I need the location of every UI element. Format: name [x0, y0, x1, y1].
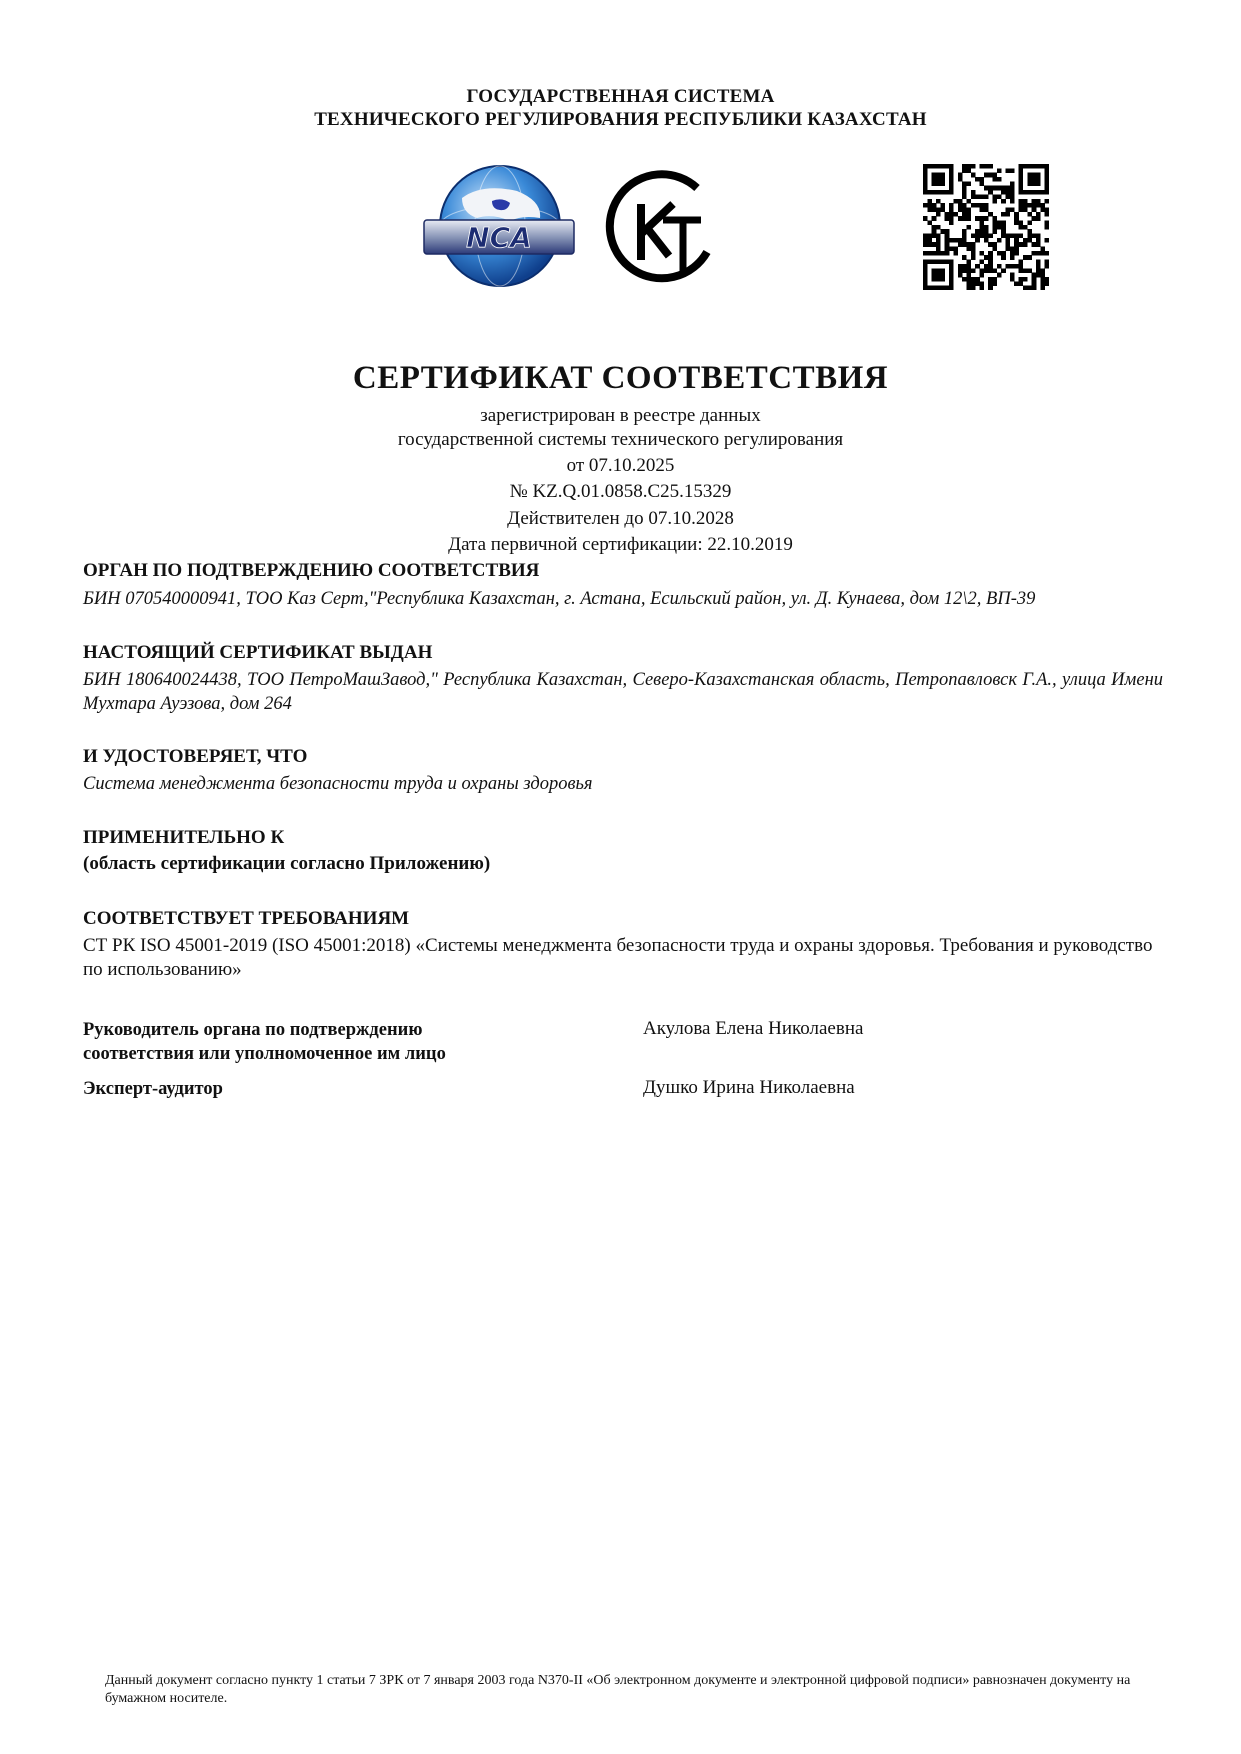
registry-date: от 07.10.2025 [566, 455, 675, 476]
head-of-body-label: Руководитель органа по подтверждению соответствия или уполномоченное им лицо [83, 1020, 446, 1064]
organ-text: БИН 070540000941, ТОО Каз Серт,"Республика Казахстан, г. Астана, Есильский район, ул. Д. Кунаева, дом 12\2, ВП-39 [83, 589, 1036, 609]
kt-conformity-mark-icon [603, 168, 715, 292]
certificate-number: № KZ.Q.01.0858.C25.15329 [509, 481, 732, 502]
nca-logo-text: NCA [466, 221, 532, 254]
registry-line-1: зарегистрирован в реестре данных [480, 405, 761, 426]
footer-note: Данный документ согласно пункту 1 статьи 7 ЗРК от 7 января 2003 года N370-II «Об электронном документе и электронной цифровой подписи» равнозначен документу на бумажном носителе. [105, 1673, 1131, 1706]
registry-line-2: государственной системы технического регулирования [397, 429, 844, 450]
qr-code-icon [923, 164, 1049, 290]
head-of-body-name: Акулова Елена Николаевна [643, 1018, 864, 1039]
issued-heading: НАСТОЯЩИЙ СЕРТИФИКАТ ВЫДАН [83, 642, 433, 663]
applies-heading: ПРИМЕНИТЕЛЬНО К [83, 827, 285, 848]
issued-text: БИН 180640024438, ТОО ПетроМашЗавод," Республика Казахстан, Северо-Казахстанская область, Петропавловск Г.А., улица Имени Мухтара Ауэзова, дом 264 [83, 670, 1163, 714]
valid-until: Действителен до 07.10.2028 [507, 508, 734, 529]
header-line-1: ГОСУДАРСТВЕННАЯ СИСТЕМА [466, 86, 775, 107]
complies-text: СТ РК ISO 45001-2019 (ISO 45001:2018) «Системы менеджмента безопасности труда и охраны здоровья. Требования и руководство по использованию» [83, 935, 1153, 980]
nca-globe-logo [422, 163, 576, 293]
certifies-heading: И УДОСТОВЕРЯЕТ, ЧТО [83, 746, 308, 767]
complies-heading: СООТВЕТСТВУЕТ ТРЕБОВАНИЯМ [83, 908, 410, 929]
first-certification-date: Дата первичной сертификации: 22.10.2019 [448, 534, 793, 555]
header-line-2: ТЕХНИЧЕСКОГО РЕГУЛИРОВАНИЯ РЕСПУБЛИКИ КАЗАХСТАН [314, 109, 927, 130]
applies-text: (область сертификации согласно Приложению) [83, 853, 491, 874]
certificate-title: СЕРТИФИКАТ СООТВЕТСТВИЯ [352, 360, 889, 396]
organ-heading: ОРГАН ПО ПОДТВЕРЖДЕНИЮ СООТВЕТСТВИЯ [83, 560, 540, 581]
auditor-name: Душко Ирина Николаевна [643, 1077, 855, 1098]
certifies-text: Система менеджмента безопасности труда и охраны здоровья [83, 774, 593, 794]
auditor-label: Эксперт-аудитор [83, 1079, 223, 1099]
